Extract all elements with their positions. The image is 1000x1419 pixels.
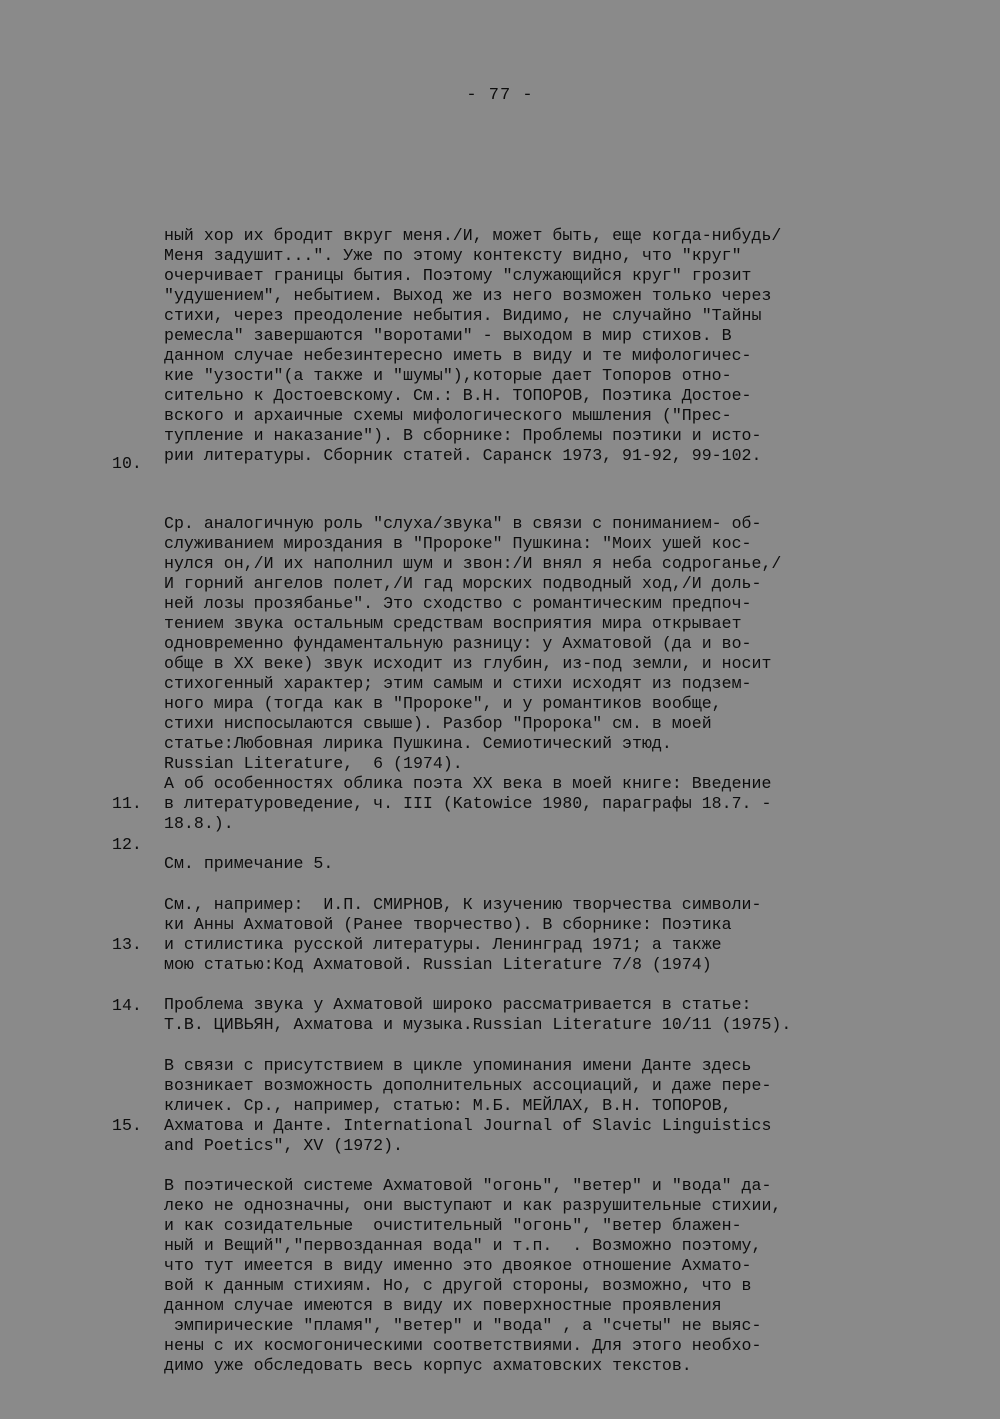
text-line: нены с их космогоническими соответствиями. Для этого необхо- bbox=[164, 1336, 762, 1355]
text-line: И горний ангелов полет,/И гад морских подводный ход,/И доль- bbox=[164, 574, 762, 593]
note-15 bbox=[112, 1116, 912, 1416]
text-line: ки Анны Ахматовой (Ранее творчество). В сборнике: Поэтика bbox=[164, 915, 732, 934]
text-line: одновременно фундаментальную разницу: у Ахматовой (да и во- bbox=[164, 634, 752, 653]
text-line: данном случае небезинтересно иметь в виду и те мифологичес- bbox=[164, 346, 752, 365]
text-line: Т.В. ЦИВЬЯН, Ахматова и музыка.Russian Literature 10/11 (1975). bbox=[164, 1015, 792, 1034]
text-line: "удушением", небытием. Выход же из него возможен только через bbox=[164, 286, 772, 305]
note-body bbox=[164, 514, 912, 834]
text-line: Ср. аналогичную роль "слуха/звука" в связи с пониманием- об- bbox=[164, 514, 762, 533]
note-number: 15. bbox=[112, 1116, 142, 1135]
text-line: and Poetics", XV (1972). bbox=[164, 1136, 403, 1155]
text-line: рии литературы. Сборник статей. Саранск 1973, 91-92, 99-102. bbox=[164, 446, 762, 465]
text-line: В связи с присутствием в цикле упоминания имени Данте здесь bbox=[164, 1056, 752, 1075]
note-body bbox=[164, 1176, 912, 1376]
text-line: вского и архаичные схемы мифологического мышления ("Прес- bbox=[164, 406, 732, 425]
note-number: 12. bbox=[112, 835, 142, 854]
text-line: леко не однозначны, они выступают и как разрушительные стихии, bbox=[164, 1196, 782, 1215]
text-line: См., например: И.П. СМИРНОВ, К изучению творчества символи- bbox=[164, 895, 762, 914]
text-line: стихи ниспосылаются свыше). Разбор "Пророка" см. в моей bbox=[164, 714, 712, 733]
note-number: 13. bbox=[112, 935, 142, 954]
text-line: кие "узости"(а также и "шумы"),которые дает Топоров отно- bbox=[164, 366, 732, 385]
text-line: Ахматова и Данте. International Journal of Slavic Linguistics bbox=[164, 1116, 772, 1135]
text-line: ный и Вещий","первозданная вода" и т.п. . Возможно поэтому, bbox=[164, 1236, 762, 1255]
text-line: См. примечание 5. bbox=[164, 854, 334, 873]
note-number: 14. bbox=[112, 996, 142, 1015]
text-line: и как созидательные очистительный "огонь", "ветер блажен- bbox=[164, 1216, 742, 1235]
text-line: Проблема звука у Ахматовой широко рассматривается в статье: bbox=[164, 995, 752, 1014]
text-line: тупление и наказание"). В сборнике: Проблемы поэтики и исто- bbox=[164, 426, 762, 445]
note-number: 10. bbox=[112, 454, 142, 473]
text-line: Russian Literature, 6 (1974). bbox=[164, 754, 463, 773]
text-line: стихи, через преодоление небытия. Видимо, не случайно "Тайны bbox=[164, 306, 762, 325]
text-line: А об особенностях облика поэта XX века в моей книге: Введение bbox=[164, 774, 772, 793]
text-line: Меня задушит...". Уже по этому контексту видно, что "круг" bbox=[164, 246, 742, 265]
text-line: возникает возможность дополнительных ассоциаций, и даже пере- bbox=[164, 1076, 772, 1095]
text-line: в литературоведение, ч. III (Katowice 1980, параграфы 18.7. - bbox=[164, 794, 772, 813]
text-line: служиванием мироздания в "Пророке" Пушкина: "Моих ушей кос- bbox=[164, 534, 752, 553]
text-line: и стилистика русской литературы. Ленинград 1971; а также bbox=[164, 935, 722, 954]
note-number: 11. bbox=[112, 794, 142, 813]
text-line: ремесла" завершаются "воротами" - выходом в мир стихов. В bbox=[164, 326, 732, 345]
text-line: статье:Любовная лирика Пушкина. Семиотический этюд. bbox=[164, 734, 672, 753]
note-body bbox=[164, 226, 912, 466]
text-line: что тут имеется в виду именно это двоякое отношение Ахмато- bbox=[164, 1256, 752, 1275]
text-line: обще в XX веке) звук исходит из глубин, из-под земли, и носит bbox=[164, 654, 772, 673]
text-line: мою статью:Код Ахматовой. Russian Literature 7/8 (1974) bbox=[164, 955, 712, 974]
text-line: В поэтической системе Ахматовой "огонь", "ветер" и "вода" да- bbox=[164, 1176, 772, 1195]
text-line: стихогенный характер; этим самым и стихи исходят из подзем- bbox=[164, 674, 752, 693]
text-line: 18.8.). bbox=[164, 814, 234, 833]
text-line: вой к данным стихиям. Но, с другой стороны, возможно, что в bbox=[164, 1276, 752, 1295]
text-line: нулся он,/И их наполнил шум и звон:/И внял я неба содроганье,/ bbox=[164, 554, 782, 573]
text-line: эмпирические "пламя", "ветер" и "вода" , а "счеты" не выяс- bbox=[164, 1316, 762, 1335]
text-line: ный хор их бродит вкруг меня./И, может быть, еще когда-нибудь/ bbox=[164, 226, 782, 245]
page-number: - 77 - bbox=[466, 86, 534, 105]
text-line: тением звука остальным средствам восприятия мира открывает bbox=[164, 614, 742, 633]
text-line: сительно к Достоевскому. См.: В.Н. ТОПОРОВ, Поэтика Достое- bbox=[164, 386, 752, 405]
text-line: ного мира (тогда как в "Пророке", и у романтиков вообще, bbox=[164, 694, 722, 713]
text-line: димо уже обследовать весь корпус ахматовских текстов. bbox=[164, 1356, 692, 1375]
text-line: ней лозы прозябанье". Это сходство с романтическим предпоч- bbox=[164, 594, 752, 613]
text-line: очерчивает границы бытия. Поэтому "служающийся круг" грозит bbox=[164, 266, 752, 285]
text-line: данном случае имеются в виду их поверхностные проявления bbox=[164, 1296, 722, 1315]
text-line: кличек. Ср., например, статью: М.Б. МЕЙЛАХ, В.Н. ТОПОРОВ, bbox=[164, 1096, 732, 1115]
